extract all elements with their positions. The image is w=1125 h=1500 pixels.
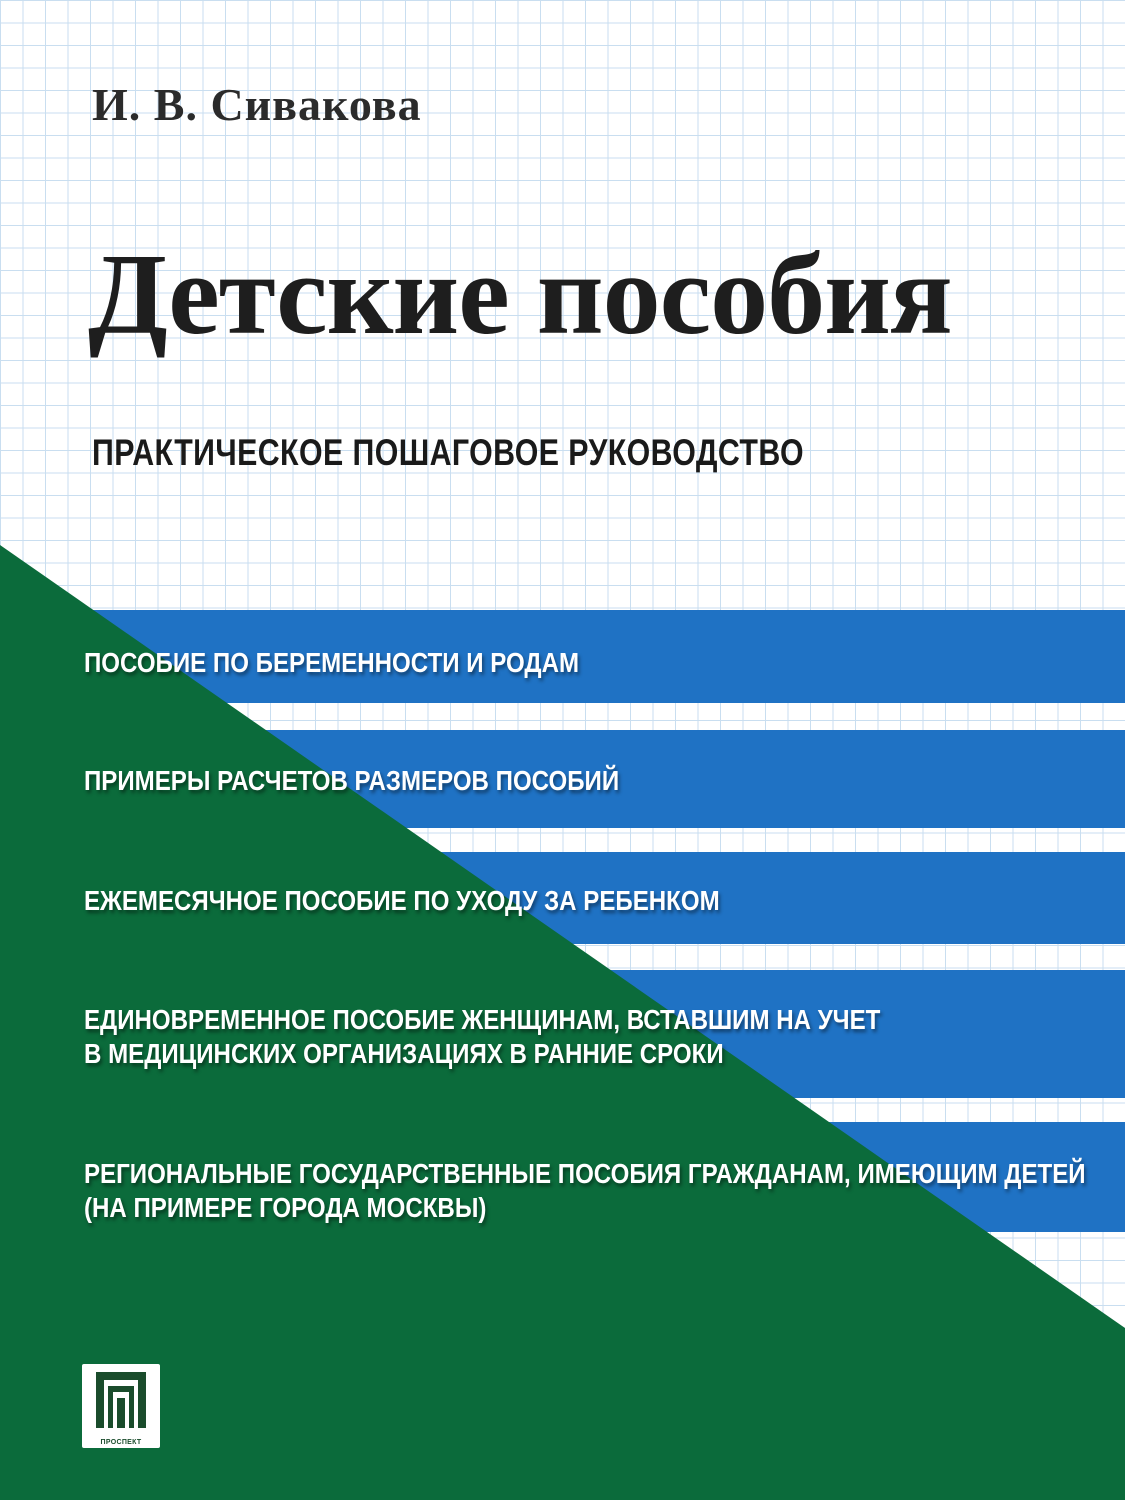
topic-calculation-examples (84, 764, 619, 798)
publisher-name: ПРОСПЕКТ (100, 1439, 142, 1446)
topic-line: РЕГИОНАЛЬНЫЕ ГОСУДАРСТВЕННЫЕ ПОСОБИЯ ГРАЖДАНАМ, ИМЕЮЩИМ ДЕТЕЙ (84, 1158, 1086, 1189)
topic-line: (НА ПРИМЕРЕ ГОРОДА МОСКВЫ) (84, 1192, 487, 1223)
topic-regional-benefits (84, 1157, 1086, 1225)
topic-line: ПОСОБИЕ ПО БЕРЕМЕННОСТИ И РОДАМ (84, 647, 580, 678)
topic-line: В МЕДИЦИНСКИХ ОРГАНИЗАЦИЯХ В РАННИЕ СРОКИ (84, 1038, 724, 1069)
topic-monthly-childcare (84, 884, 720, 918)
prospekt-building-icon (82, 1364, 160, 1436)
topic-line: ЕЖЕМЕСЯЧНОЕ ПОСОБИЕ ПО УХОДУ ЗА РЕБЕНКОМ (84, 885, 720, 916)
topic-lump-sum-early-registration (84, 1003, 880, 1071)
topic-maternity-benefit (84, 646, 579, 680)
topic-line: ЕДИНОВРЕМЕННОЕ ПОСОБИЕ ЖЕНЩИНАМ, ВСТАВШИМ НА УЧЕТ (84, 1004, 881, 1035)
topic-line: ПРИМЕРЫ РАСЧЕТОВ РАЗМЕРОВ ПОСОБИЙ (84, 765, 620, 796)
book-title: Детские пособия (88, 231, 952, 359)
book-subtitle: ПРАКТИЧЕСКОЕ ПОШАГОВОЕ РУКОВОДСТВО (92, 432, 804, 473)
publisher-logo (82, 1364, 160, 1448)
author-name: И. В. Сивакова (92, 79, 422, 130)
